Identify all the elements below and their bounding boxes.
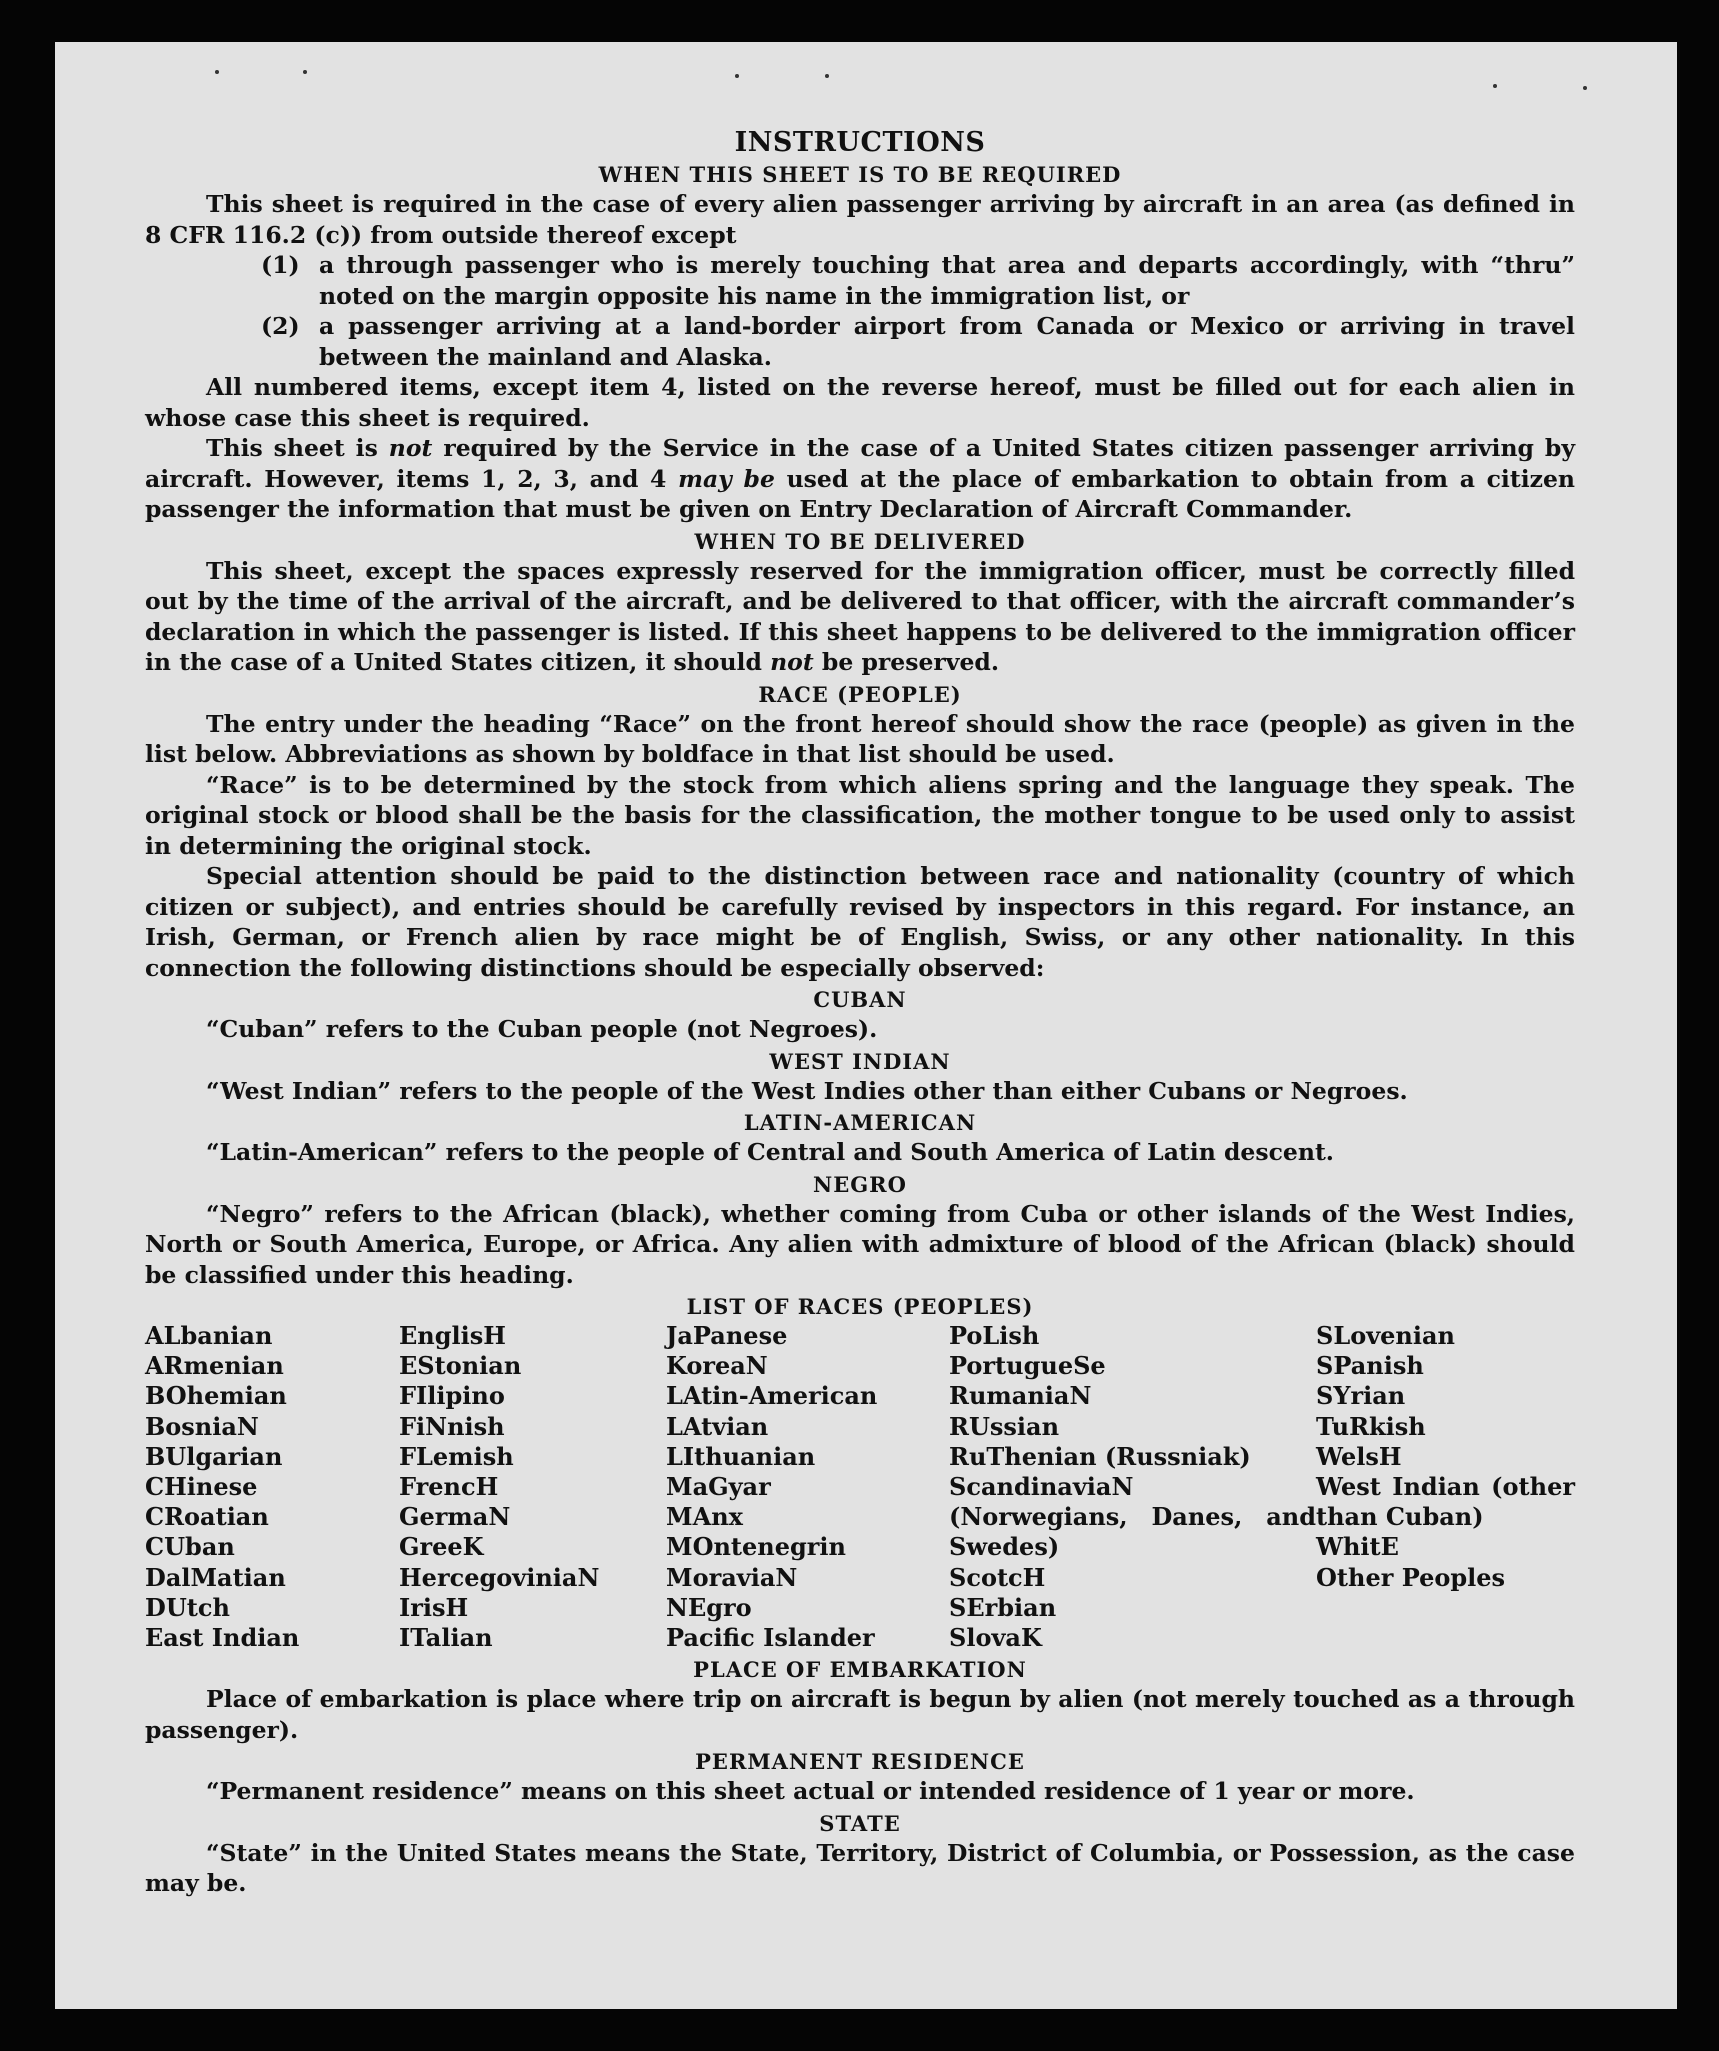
race-entry: ITalian	[399, 1623, 493, 1653]
paragraph: “Cuban” refers to the Cuban people (not Negroes).	[206, 1015, 878, 1043]
race-entry: East Indian	[145, 1623, 300, 1653]
race-entry: BosniaN	[145, 1411, 259, 1441]
race-entry: PortugueSe	[949, 1351, 1106, 1381]
race-entry: MoraviaN	[666, 1562, 798, 1592]
scan-speck	[1493, 84, 1497, 88]
paragraph: “Permanent residence” means on this sheet actual or intended residence of 1 year or more.	[206, 1777, 1415, 1806]
race-entry: ScandinaviaN (Norwegians, Danes, and Swedes)	[949, 1472, 1316, 1562]
race-entry: FrencH	[399, 1472, 499, 1502]
race-entry: RumaniaN	[949, 1381, 1092, 1411]
race-column-2	[399, 1321, 666, 1653]
race-entry: LIthuanian	[666, 1441, 816, 1471]
race-list	[145, 1321, 1575, 1653]
item-number: (2)	[261, 312, 300, 340]
race-column-3	[666, 1321, 949, 1653]
race-entry: LAtin-American	[666, 1381, 878, 1411]
race-entry: WelsH	[1316, 1441, 1402, 1471]
section-heading: LATIN-AMERICAN	[743, 1110, 977, 1135]
race-entry: RUssian	[949, 1411, 1060, 1441]
section-heading: WEST INDIAN	[769, 1048, 951, 1074]
item-text: a passenger arriving at a land-border airport from Canada or Mexico or arriving in travel between the mainland and Alaska.	[319, 312, 1575, 371]
race-entry: ScotcH	[949, 1562, 1046, 1592]
race-entry: JaPanese	[666, 1321, 788, 1350]
section-heading: PERMANENT RESIDENCE	[695, 1749, 1025, 1775]
section-heading: RACE (PEOPLE)	[758, 681, 962, 707]
race-entry: FLemish	[399, 1441, 514, 1471]
race-entry: EStonian	[399, 1351, 522, 1381]
section-heading: LIST OF RACES (PEOPLES)	[686, 1294, 1034, 1319]
paragraph: “Race” is to be determined by the stock from which aliens spring and the language they speak. The original stock or blood shall be the basis for the classification, the mother tongue to be used only to assist in determining the original stock.	[145, 770, 1575, 860]
scan-speck	[1583, 86, 1587, 90]
instructions-content	[145, 127, 1575, 1899]
section-heading: WHEN TO BE DELIVERED	[694, 528, 1026, 554]
race-entry: FIlipino	[399, 1381, 505, 1411]
section-heading: STATE	[819, 1810, 901, 1836]
race-entry: MaGyar	[666, 1472, 771, 1502]
paragraph: Special attention should be paid to the distinction between race and nationality (country of which citizen or subject), and entries should be carefully revised by inspectors in this regard. For instance, an Irish, German, or French alien by race might be of English, Swiss, or any other nationality. In this connection the following distinctions should be especially observed:	[145, 862, 1575, 982]
section-heading: PLACE OF EMBARKATION	[693, 1657, 1027, 1683]
paragraph: “Latin-American” refers to the people of Central and South America of Latin descent.	[206, 1138, 1334, 1166]
scan-speck	[825, 74, 829, 78]
scan-speck	[735, 74, 739, 78]
race-entry: GreeK	[399, 1532, 484, 1562]
race-entry: KoreaN	[666, 1351, 768, 1381]
race-column-4	[949, 1321, 1316, 1653]
race-entry: BOhemian	[145, 1381, 287, 1411]
race-entry: RuThenian (Russniak)	[949, 1441, 1251, 1471]
paragraph: This sheet is required in the case of every alien passenger arriving by aircraft in an area (as defined in 8 CFR 116.2 (c)) from outside thereof except	[145, 190, 1575, 249]
list-item	[261, 250, 1575, 311]
race-entry: DalMatian	[145, 1562, 286, 1592]
race-entry: SYrian	[1316, 1381, 1406, 1411]
section-heading: CUBAN	[813, 987, 907, 1012]
race-entry: CRoatian	[145, 1502, 269, 1532]
paragraph: This sheet, except the spaces expressly reserved for the immigration officer, must be correctly filled out by the time of the arrival of the aircraft, and be delivered to that officer, with the aircraft commander’s declaration in which the passenger is listed. If this sheet happens to be delivered to the immigration officer in the case of a United States citizen, it should not be preserved.	[145, 556, 1575, 676]
scan-speck	[215, 70, 219, 74]
document-page	[55, 42, 1677, 2009]
section-heading: WHEN THIS SHEET IS TO BE REQUIRED	[598, 162, 1122, 187]
race-entry: LAtvian	[666, 1411, 769, 1441]
race-entry: SlovaK	[949, 1623, 1042, 1653]
race-entry: BUlgarian	[145, 1441, 283, 1471]
page-title: INSTRUCTIONS	[734, 127, 986, 158]
race-entry: CHinese	[145, 1472, 258, 1502]
race-entry: EnglisH	[399, 1321, 506, 1350]
race-entry: WhitE	[1316, 1532, 1399, 1562]
race-entry: SPanish	[1316, 1351, 1424, 1381]
race-entry: TuRkish	[1316, 1411, 1426, 1441]
race-entry: DUtch	[145, 1592, 230, 1622]
item-text: a through passenger who is merely touching that area and departs accordingly, with “thru” noted on the margin opposite his name in the immigration list, or	[319, 251, 1575, 310]
item-number: (1)	[261, 251, 300, 279]
race-entry: PoLish	[949, 1321, 1040, 1350]
race-column-5	[1316, 1321, 1575, 1653]
race-entry: ARmenian	[145, 1351, 284, 1381]
race-entry: SLovenian	[1316, 1321, 1455, 1350]
race-entry: Pacific Islander	[666, 1623, 875, 1653]
race-entry: HercegoviniaN	[399, 1562, 600, 1592]
race-entry: GermaN	[399, 1502, 511, 1532]
section-heading: NEGRO	[813, 1171, 907, 1197]
race-column-1	[145, 1321, 399, 1653]
paragraph: “Negro” refers to the African (black), whether coming from Cuba or other islands of the West Indies, North or South America, Europe, or Africa. Any alien with admixture of blood of the African (black) should be classified under this heading.	[145, 1199, 1575, 1289]
list-item	[261, 311, 1575, 372]
race-entry: IrisH	[399, 1592, 469, 1622]
race-entry: NEgro	[666, 1592, 752, 1622]
paragraph: The entry under the heading “Race” on the front hereof should show the race (people) as given in the list below. Abbreviations as shown by boldface in that list should be used.	[145, 709, 1575, 768]
race-entry: SErbian	[949, 1592, 1057, 1622]
paragraph: “West Indian” refers to the people of the West Indies other than either Cubans or Negroes.	[206, 1076, 1408, 1105]
race-entry: FiNnish	[399, 1411, 505, 1441]
paragraph: Place of embarkation is place where trip on aircraft is begun by alien (not merely touched as a through passenger).	[145, 1685, 1575, 1744]
paragraph: “State” in the United States means the State, Territory, District of Columbia, or Possession, as the case may be.	[145, 1838, 1575, 1898]
race-entry: MAnx	[666, 1502, 743, 1532]
paragraph: All numbered items, except item 4, listed on the reverse hereof, must be filled out for each alien in whose case this sheet is required.	[145, 373, 1575, 432]
race-entry: Other Peoples	[1316, 1562, 1506, 1592]
race-entry: MOntenegrin	[666, 1532, 846, 1562]
race-entry: West Indian (other than Cuban)	[1316, 1472, 1575, 1532]
race-entry: CUban	[145, 1532, 235, 1562]
race-entry: ALbanian	[145, 1321, 273, 1350]
paragraph: This sheet is not required by the Service in the case of a United States citizen passenger arriving by aircraft. However, items 1, 2, 3, and 4 may be used at the place of embarkation to obtain from a citizen passenger the information that must be given on Entry Declaration of Aircraft Commander.	[145, 434, 1575, 523]
scan-speck	[303, 70, 307, 74]
